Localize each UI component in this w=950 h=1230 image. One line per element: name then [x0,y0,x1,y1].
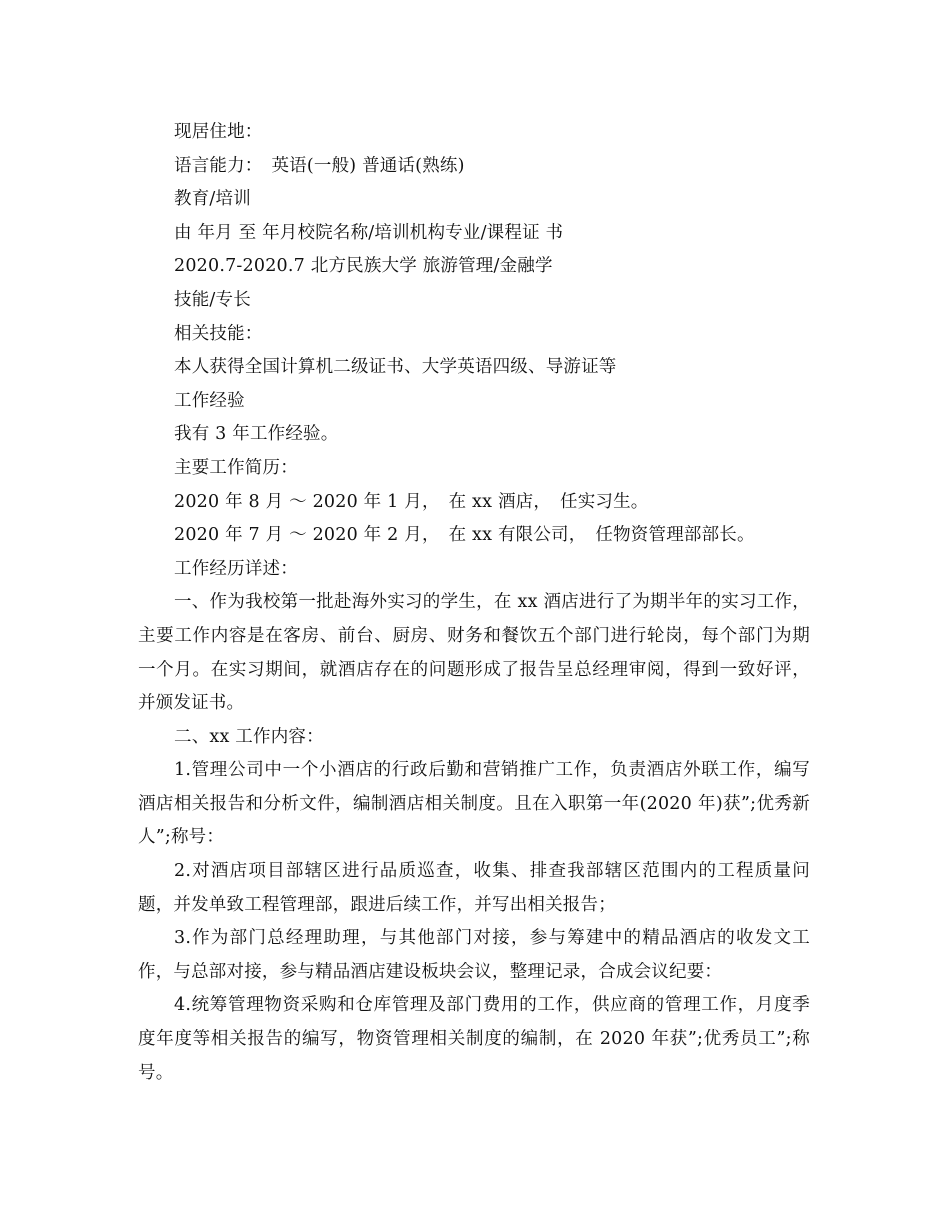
paragraph-duty-2: 2.对酒店项目部辖区进行品质巡查，收集、排查我部辖区范围内的工程质量问题，并发单致工程管理部，跟进后续工作，并写出相关报告； [138,861,810,915]
resume-content [138,116,818,1090]
work-detail-label: 工作经历详述： [174,558,298,579]
paragraph-work-heading: 二、xx 工作内容： [174,726,324,747]
work-years: 我有 3 年工作经验。 [174,424,339,445]
skills-label: 相关技能： [174,323,263,344]
residence-line: 现居住地： [174,122,263,142]
paragraph-internship: 一、作为我校第一批赴海外实习的学生，在 xx 酒店进行了为期半年的实习工作，主要工作内容是在客房、前台、厨房、财务和餐饮五个部门进行轮岗，每个部门为期一个月。在实习期间，就酒店存在的问题形成了报告呈总经理审阅，得到一致好评，并颁发证书。 [138,592,810,714]
paragraph-duty-1: 1.管理公司中一个小酒店的行政后勤和营销推广工作，负责酒店外联工作，编写酒店相关报告和分析文件，编制酒店相关制度。且在入职第一年(2020 年)获”;优秀新人”;称号： [138,760,810,848]
language-line: 语言能力： 英语(一般) 普通话(熟练) [174,155,465,176]
work-entry: 2020 年 7 月 ～ 2020 年 2 月， 在 xx 有限公司， 任物资管理部部长。 [174,525,755,546]
education-heading: 教育/培训 [174,189,251,210]
work-entry: 2020 年 8 月 ～ 2020 年 1 月， 在 xx 酒店， 任实习生。 [174,491,649,512]
work-heading: 工作经验 [174,390,245,411]
skills-text: 本人获得全国计算机二级证书、大学英语四级、导游证等 [174,357,617,378]
education-columns: 由 年月 至 年月校院名称/培训机构专业/课程证 书 [174,222,564,243]
education-entry: 2020.7-2020.7 北方民族大学 旅游管理/金融学 [174,256,553,277]
skills-heading: 技能/专长 [174,289,251,310]
work-resume-label: 主要工作简历： [174,457,298,478]
paragraph-duty-3: 3.作为部门总经理助理，与其他部门对接，参与筹建中的精品酒店的收发文工作，与总部对接，参与精品酒店建设板块会议，整理记录，合成会议纪要： [138,928,810,982]
paragraph-duty-4: 4.统筹管理物资采购和仓库管理及部门费用的工作，供应商的管理工作，月度季度年度等相关报告的编写，物资管理相关制度的编制，在 2020 年获”;优秀员工”;称号。 [138,995,810,1083]
